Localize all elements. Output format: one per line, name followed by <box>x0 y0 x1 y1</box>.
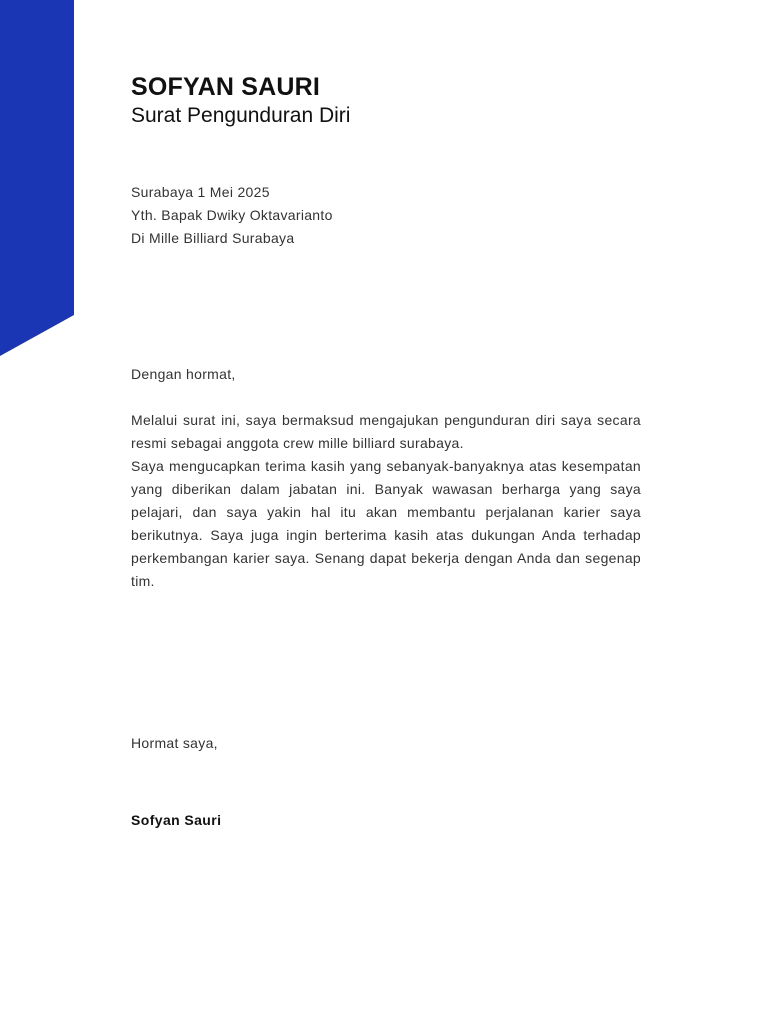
recipient-location: Di Mille Billiard Surabaya <box>131 230 295 246</box>
letter-title: Surat Pengunduran Diri <box>131 104 351 127</box>
letter-content <box>131 72 641 832</box>
greeting: Dengan hormat, <box>131 366 236 382</box>
recipient: Yth. Bapak Dwiky Oktavarianto <box>131 207 333 223</box>
closing: Hormat saya, <box>131 735 218 751</box>
address-block <box>131 181 641 250</box>
body-paragraph-2: Saya mengucapkan terima kasih yang sebanyak-banyaknya atas kesempatan yang diberikan dalam jabatan ini. Banyak wawasan berharga yang saya pelajari, dan saya yakin hal itu akan membantu perjalanan karier saya berikutnya. Saya juga ingin berterima kasih atas dukungan Anda terhadap perkembangan karier saya. Senang dapat bekerja dengan Anda dan segenap tim. <box>131 458 641 589</box>
body-paragraph-1: Melalui surat ini, saya bermaksud mengajukan pengunduran diri saya secara resmi sebagai anggota crew mille billiard surabaya. <box>131 412 641 451</box>
letter-body <box>131 409 641 593</box>
accent-ribbon <box>0 0 74 356</box>
signature-name: Sofyan Sauri <box>131 812 222 828</box>
place-date: Surabaya 1 Mei 2025 <box>131 184 270 200</box>
sender-name: SOFYAN SAURI <box>131 73 321 101</box>
